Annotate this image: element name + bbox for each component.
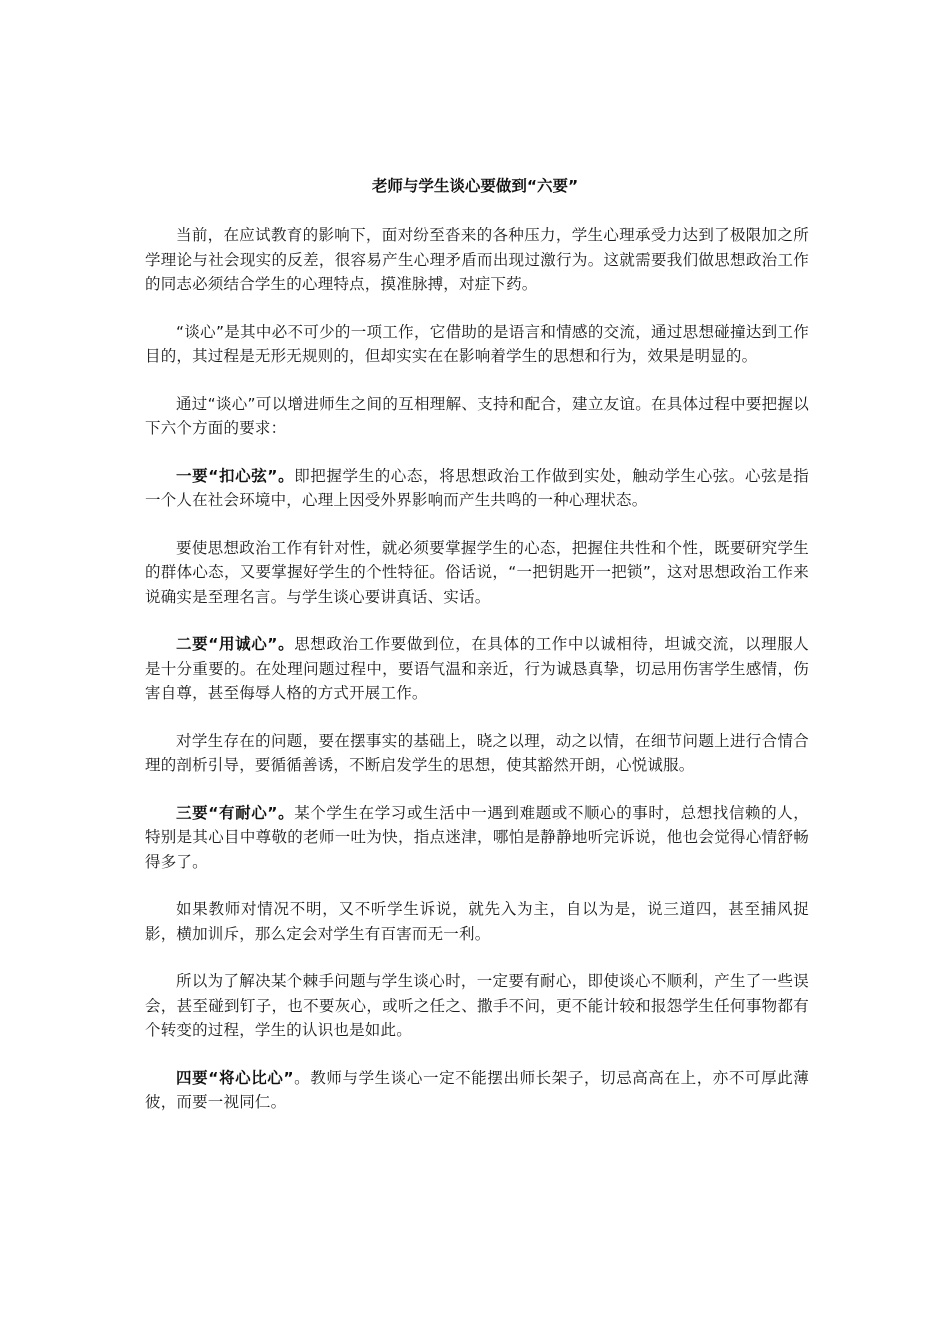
paragraph-text: 当前，在应试教育的影响下，面对纷至沓来的各种压力，学生心理承受力达到了极限加之所学理论与社会现实的反差，很容易产生心理矛盾而出现过激行为。这就需要我们做思想政治工作的同志必须结合学生的心理特点，摸准脉搏，对症下药。 bbox=[145, 226, 809, 293]
paragraph-text: 要使思想政治工作有针对性，就必须要掌握学生的心态，把握住共性和个性，既要研究学生的群体心态，又要掌握好学生的个性特征。俗话说，“一把钥匙开一把锁”，这对思想政治工作来说确实是至理名言。与学生谈心要讲真话、实话。 bbox=[145, 538, 809, 606]
paragraph-lead: 三要“有耐心”。 bbox=[176, 803, 295, 822]
paragraph bbox=[145, 464, 809, 513]
paragraph-text: 思想政治工作要做到位，在具体的工作中以诚相待，坦诚交流，以理服人是十分重要的。在处理问题过程中，要语气温和亲近，行为诚恳真挚，切忌用伤害学生感情，伤害自尊，甚至侮辱人格的方式开展工作。 bbox=[145, 635, 809, 702]
paragraph-text: 对学生存在的问题，要在摆事实的基础上，晓之以理，动之以情，在细节问题上进行合情合理的剖析引导，要循循善诱，不断启发学生的思想，使其豁然开朗，心悦诚服。 bbox=[145, 731, 809, 774]
paragraph bbox=[145, 632, 809, 706]
paragraph-lead: 四要“将心比心” bbox=[176, 1068, 294, 1087]
paragraph bbox=[145, 897, 809, 946]
paragraph bbox=[145, 392, 809, 441]
paragraph-text: 如果教师对情况不明，又不听学生诉说，就先入为主，自以为是，说三道四，甚至捕风捉影，横加训斥，那么定会对学生有百害而无一利。 bbox=[145, 900, 809, 943]
paragraph bbox=[145, 1066, 809, 1115]
paragraph bbox=[145, 729, 809, 778]
paragraph-text: 某个学生在学习或生活中一遇到难题或不顺心的事时，总想找信赖的人，特别是其心目中尊敬的老师一吐为快，指点迷津，哪怕是静静地听完诉说，他也会觉得心情舒畅得多了。 bbox=[145, 803, 809, 871]
paragraph bbox=[145, 536, 809, 610]
document-body bbox=[145, 223, 809, 1138]
paragraph-lead: 二要“用诚心”。 bbox=[176, 635, 295, 653]
paragraph bbox=[145, 223, 809, 297]
document-title: 老师与学生谈心要做到“六要” bbox=[371, 177, 579, 195]
paragraph-text: 。教师与学生谈心一定不能摆出师长架子，切忌高高在上，亦不可厚此薄彼，而要一视同仁。 bbox=[145, 1068, 809, 1111]
paragraph-text: “谈心”是其中必不可少的一项工作，它借助的是语言和情感的交流，通过思想碰撞达到工作目的，其过程是无形无规则的，但却实实在在影响着学生的思想和行为，效果是明显的。 bbox=[145, 322, 809, 365]
paragraph-text: 所以为了解决某个棘手问题与学生谈心时，一定要有耐心，即使谈心不顺利，产生了一些误会，甚至碰到钉子，也不要灰心，或听之任之、撒手不问，更不能计较和报怨学生任何事物都有个转变的过程，学生的认识也是如此。 bbox=[145, 972, 809, 1039]
paragraph bbox=[145, 320, 809, 369]
paragraph bbox=[145, 801, 809, 875]
paragraph-text: 通过“谈心”可以增进师生之间的互相理解、支持和配合，建立友谊。在具体过程中要把握以下六个方面的要求： bbox=[145, 394, 809, 437]
paragraph-text: 即把握学生的心态，将思想政治工作做到实处，触动学生心弦。心弦是指一个人在社会环境中，心理上因受外界影响而产生共鸣的一种心理状态。 bbox=[145, 466, 809, 509]
paragraph bbox=[145, 969, 809, 1043]
paragraph-lead: 一要“扣心弦”。 bbox=[176, 466, 295, 485]
